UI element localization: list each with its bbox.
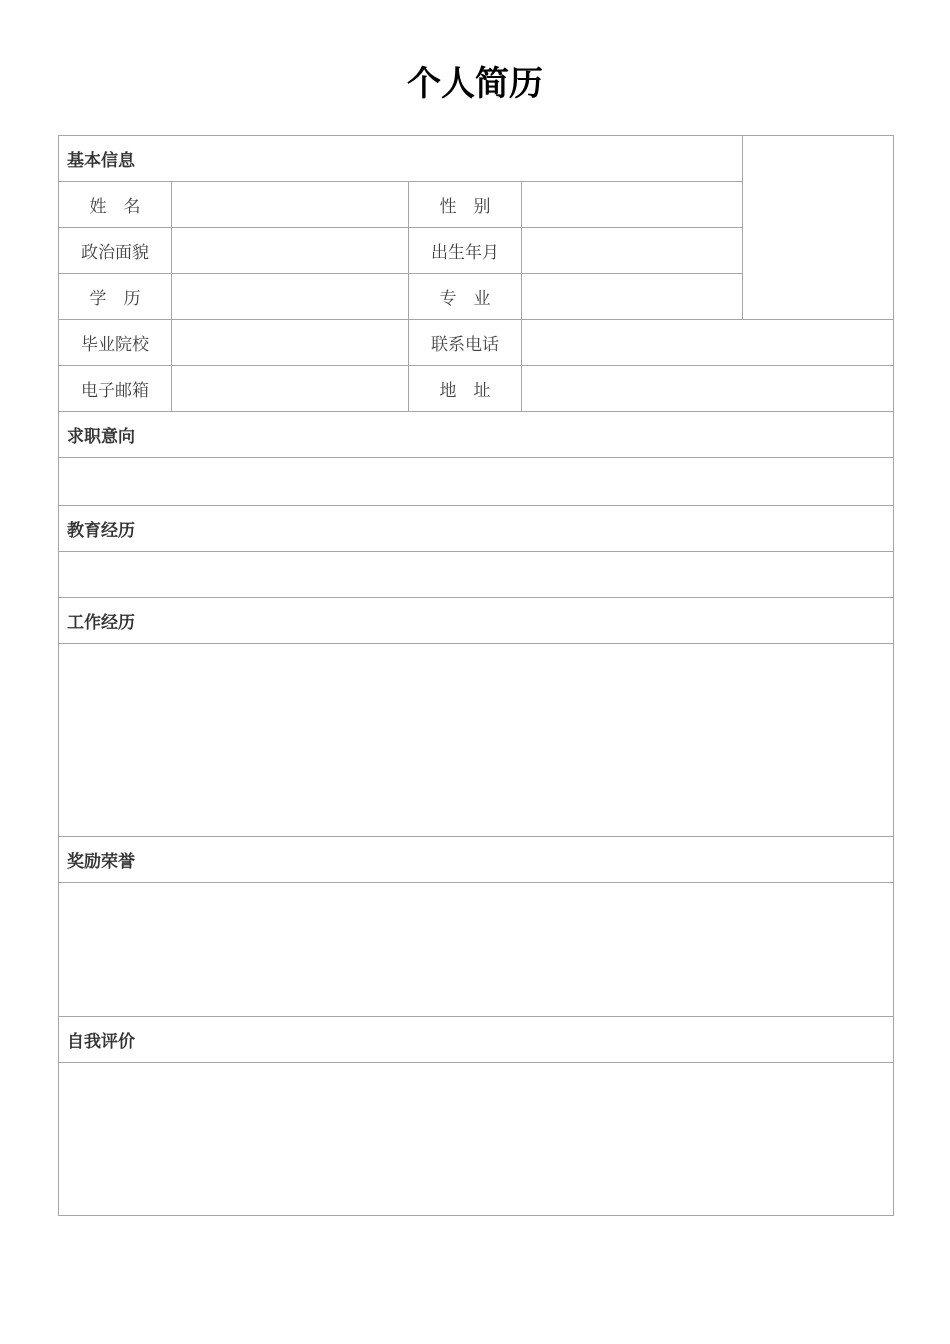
section-heading-basic-info: 基本信息 bbox=[59, 136, 743, 182]
label-phone: 联系电话 bbox=[409, 320, 522, 366]
label-birth-date: 出生年月 bbox=[409, 228, 522, 274]
work-content[interactable] bbox=[59, 644, 894, 837]
address-field[interactable] bbox=[522, 366, 894, 412]
education-field[interactable] bbox=[172, 274, 409, 320]
section-heading-work: 工作经历 bbox=[59, 598, 894, 644]
resume-table bbox=[58, 135, 894, 1216]
label-political-status: 政治面貌 bbox=[59, 228, 172, 274]
self-evaluation-content[interactable] bbox=[59, 1063, 894, 1216]
email-field[interactable] bbox=[172, 366, 409, 412]
page-title: 个人简历 bbox=[407, 64, 543, 104]
education-content[interactable] bbox=[59, 552, 894, 598]
photo-placeholder[interactable] bbox=[743, 136, 894, 320]
birth-date-field[interactable] bbox=[522, 228, 743, 274]
label-major: 专 业 bbox=[409, 274, 522, 320]
political-status-field[interactable] bbox=[172, 228, 409, 274]
school-field[interactable] bbox=[172, 320, 409, 366]
job-intention-content[interactable] bbox=[59, 458, 894, 506]
gender-field[interactable] bbox=[522, 182, 743, 228]
major-field[interactable] bbox=[522, 274, 743, 320]
label-education: 学 历 bbox=[59, 274, 172, 320]
label-name: 姓 名 bbox=[59, 182, 172, 228]
section-heading-self-evaluation: 自我评价 bbox=[59, 1017, 894, 1063]
awards-content[interactable] bbox=[59, 883, 894, 1017]
name-field[interactable] bbox=[172, 182, 409, 228]
label-gender: 性 别 bbox=[409, 182, 522, 228]
section-heading-education: 教育经历 bbox=[59, 506, 894, 552]
label-address: 地 址 bbox=[409, 366, 522, 412]
section-heading-job-intention: 求职意向 bbox=[59, 412, 894, 458]
label-email: 电子邮箱 bbox=[59, 366, 172, 412]
section-heading-awards: 奖励荣誉 bbox=[59, 837, 894, 883]
phone-field[interactable] bbox=[522, 320, 894, 366]
label-school: 毕业院校 bbox=[59, 320, 172, 366]
